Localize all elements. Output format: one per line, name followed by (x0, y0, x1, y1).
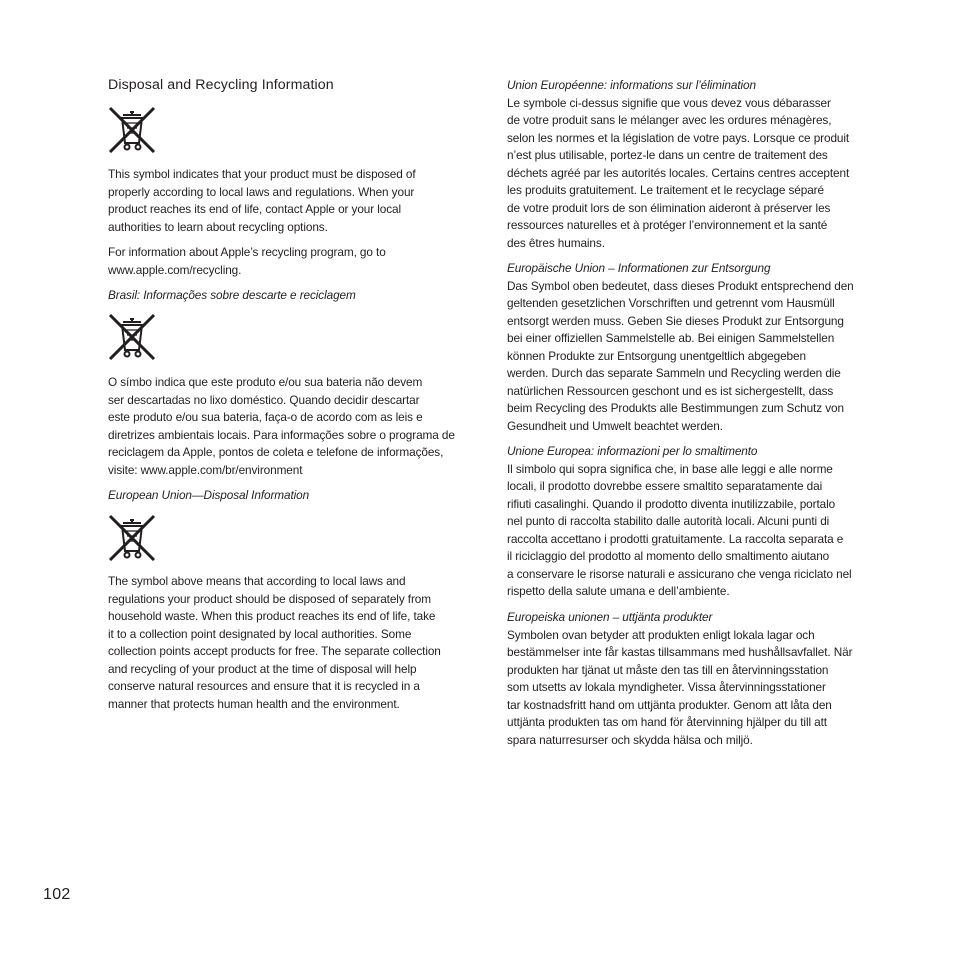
text-line: For information about Apple’s recycling program, go to (108, 245, 386, 259)
text-line: Das Symbol oben bedeutet, dass dieses Produkt entsprechend den (507, 278, 854, 293)
intro-paragraph (108, 166, 416, 236)
page-title: Disposal and Recycling Information (108, 77, 334, 93)
section-title: Europeiska unionen – uttjänta produkter (507, 610, 713, 624)
text-line: selon les normes et la législation de votre pays. Lorsque ce produit (507, 130, 850, 145)
crossed-out-bin-icon (108, 513, 156, 561)
text-line: bestämmelser inte får kastas tillsammans med hushållsavfallet. När (507, 645, 853, 659)
text-line: raccolta accettano i prodotti gratuitamente. La raccolta separata e (507, 531, 844, 546)
text-line: it to a collection point designated by local authorities. Some (108, 626, 412, 641)
text-line: produkten har tjänat ut måste den tas till en återvinningsstation (507, 662, 829, 677)
text-line: household waste. When this product reaches its end of life, take (108, 609, 436, 623)
eu-section-title (108, 487, 309, 505)
section-title: Unione Europea: informazioni per lo smaltimento (507, 444, 758, 458)
swedish-section (507, 609, 852, 749)
text-line: conserve natural resources and ensure that it is recycled in a (108, 679, 420, 693)
text-line: entsorgt werden muss. Geben Sie dieses Produkt zur Entsorgung (507, 313, 844, 328)
text-line: Symbolen ovan betyder att produkten enligt lokala lagar och (507, 627, 815, 642)
text-line: tar kostnadsfritt hand om uttjänta produkter. Genom att låta den (507, 697, 832, 712)
text-line: natürlichen Ressourcen geschont und es ist sichergestellt, dass (507, 383, 834, 398)
text-line: de votre produit lors de son élimination aideront à préserver les (507, 200, 831, 215)
text-line: il riciclaggio del prodotto al momento dello smaltimento aiutano (507, 549, 830, 563)
text-line: Il simbolo qui sopra significa che, in base alle leggi e alle norme (507, 461, 833, 476)
text-line: n’est plus utilisable, portez-le dans un centre de traitement des (507, 148, 828, 162)
eu-paragraph (108, 573, 441, 713)
text-line: des êtres humains. (507, 235, 605, 250)
text-line: product reaches its end of life, contact Apple or your local (108, 202, 402, 216)
text-line: spara naturresurser och skydda hälsa och miljö. (507, 732, 753, 747)
text-line: nel punto di raccolta stabilito dalle autorità locali. Alcuni punti di (507, 514, 830, 528)
text-line: The symbol above means that according to local laws and (108, 574, 406, 588)
text-line: and recycling of your product at the time of disposal will help (108, 661, 417, 676)
brasil-section-title (108, 287, 356, 305)
brasil-paragraph (108, 374, 455, 479)
text-line: werden. Durch das separate Sammeln und Recycling werden die (507, 366, 841, 380)
text-line: ser descartadas no lixo doméstico. Quando decidir descartar (108, 392, 420, 407)
section-title: Union Européenne: informations sur l’élimination (507, 78, 756, 92)
text-line: regulations your product should be disposed of separately from (108, 591, 431, 606)
text-line: les produits gratuitement. Le traitement et le recyclage séparé (507, 183, 824, 197)
text-line: uttjänta produkten tas om hand för återvinning hjälper du till att (507, 715, 827, 729)
page-number: 102 (43, 886, 71, 903)
crossed-out-bin-icon (108, 105, 156, 153)
text-line: collection points accept products for free. The separate collection (108, 644, 441, 658)
text-line: reciclagem da Apple, pontos de coleta e telefone de informações, (108, 445, 444, 459)
section-title: Europäische Union – Informationen zur Entsorgung (507, 261, 771, 275)
text-line: beim Recycling des Produkts alle Bestimmungen zum Schutz von (507, 401, 844, 415)
recycling-info-paragraph (108, 244, 386, 279)
text-line: Gesundheit und Umwelt beachtet werden. (507, 418, 723, 433)
text-line: bei einer offiziellen Sammelstelle ab. Bei einigen Sammelstellen (507, 331, 835, 345)
text-line: ressources naturelles et à protéger l’environnement et la santé (507, 218, 828, 232)
text-line: www.apple.com/recycling. (108, 262, 242, 277)
section-title: Brasil: Informações sobre descarte e reciclagem (108, 288, 356, 302)
text-line: O símbo indica que este produto e/ou sua bateria não devem (108, 375, 423, 389)
text-line: de votre produit sans le mélanger avec les ordures ménagères, (507, 113, 832, 127)
text-line: This symbol indicates that your product must be disposed of (108, 167, 416, 181)
text-line: visite: www.apple.com/br/environment (108, 462, 303, 477)
text-line: déchets agréé par les autorités locales. Certains centres acceptent (507, 165, 850, 180)
section-title: European Union—Disposal Information (108, 488, 310, 502)
text-line: können Produkte zur Entsorgung unentgeltlich abgegeben (507, 348, 806, 363)
text-line: properly according to local laws and regulations. When your (108, 184, 415, 199)
text-line: diretrizes ambientais locais. Para informações sobre o programa de (108, 427, 455, 442)
text-line: a conservare le risorse naturali e assicurano che venga riciclato nel (507, 566, 852, 581)
crossed-out-bin-icon (108, 312, 156, 360)
text-line: locali, il prodotto dovrebbe essere smaltito separatamente dai (507, 479, 823, 493)
text-line: geltenden gesetzlichen Vorschriften und getrennt vom Hausmüll (507, 296, 835, 310)
text-line: este produto e/ou sua bateria, faça-o de acordo com as leis e (108, 410, 423, 424)
italian-section (507, 443, 852, 601)
text-line: rifiuti casalinghi. Quando il prodotto diventa inutilizzabile, portalo (507, 496, 836, 511)
text-line: manner that protects human health and the environment. (108, 696, 400, 711)
text-line: rispetto della salute umana e dell’ambiente. (507, 584, 730, 598)
french-section (507, 77, 849, 252)
text-line: Le symbole ci-dessus signifie que vous devez vous débarasser (507, 95, 831, 110)
text-line: som utsetts av lokala myndigheter. Vissa återvinningsstationer (507, 680, 826, 694)
text-line: authorities to learn about recycling options. (108, 219, 328, 234)
german-section (507, 260, 854, 435)
